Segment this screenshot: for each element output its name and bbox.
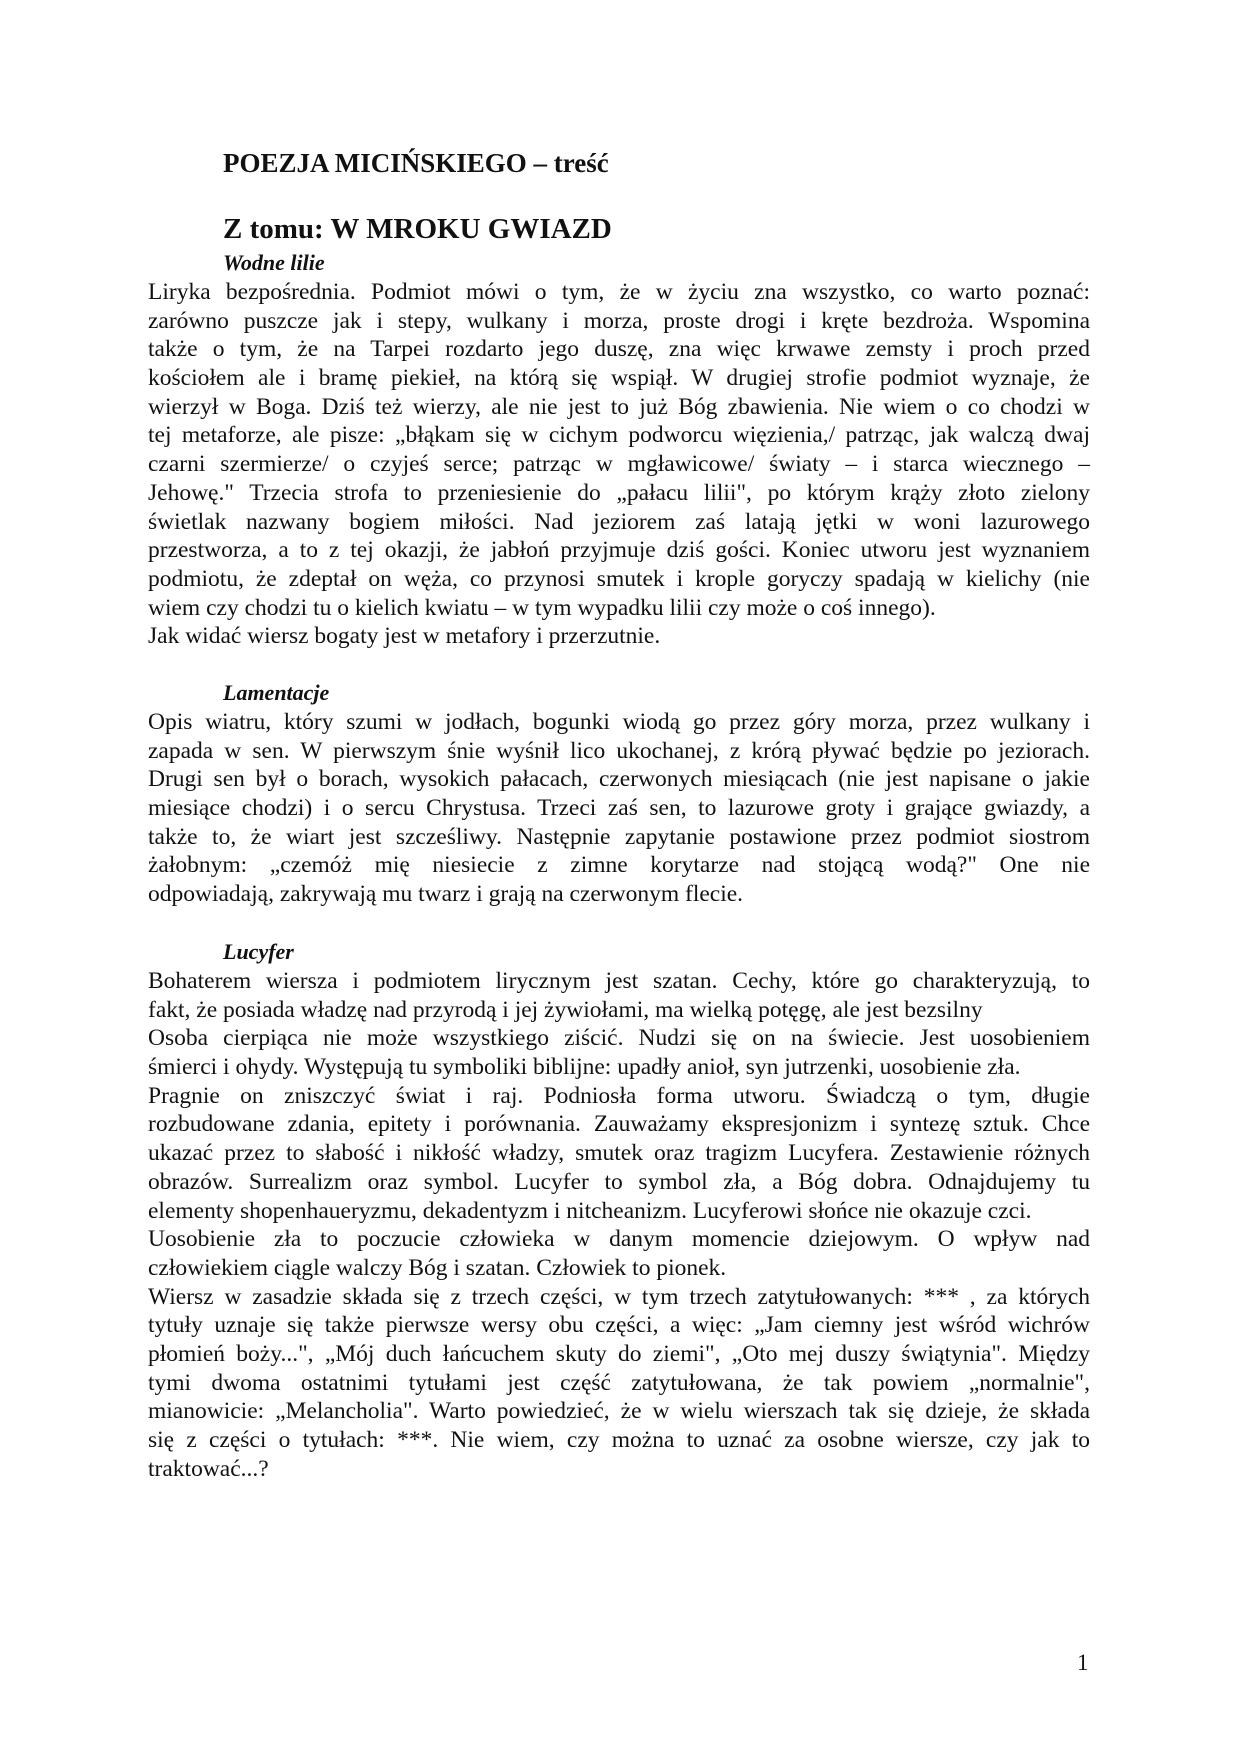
text-line: zarówno puszcze jak i stepy, wulkany i morza, proste drogi i kręte bezdroża. Wspomina <box>148 307 1090 334</box>
text-line: śmierci i ohydy. Występują tu symboliki biblijne: upadły anioł, syn jutrzenki, uosobienie zła. <box>148 1054 1021 1081</box>
text-line: miesiące chodzi) i o sercu Chrystusa. Trzeci zaś sen, to lazurowe groty i grające gwiazdy, a <box>148 795 1090 822</box>
text-line: mianowicie: „Melancholia". Warto powiedzieć, że w wielu wierszach tak się dzieje, że składa <box>148 1398 1090 1425</box>
text-line: rozbudowane zdania, epitety i porównania. Zauważamy ekspresjonizm i syntezę sztuk. Chce <box>148 1111 1090 1138</box>
text-line: tymi dwoma ostatnimi tytułami jest część zatytułowana, że tak powiem „normalnie", <box>148 1369 1090 1396</box>
text-line: obrazów. Surrealizm oraz symbol. Lucyfer to symbol zła, a Bóg dobra. Odnajdujemy tu <box>148 1168 1090 1195</box>
text-line: tej metaforze, ale pisze: „błąkam się w cichym podworcu więzienia,/ patrząc, jak walczą dwaj <box>148 422 1090 449</box>
volume-heading: Z tomu: W MROKU GWIAZD <box>223 213 612 245</box>
section-heading-wodne-lilie: Wodne lilie <box>223 250 325 275</box>
text-line: Wiersz w zasadzie składa się z trzech części, w tym trzech zatytułowanych: *** , za których <box>148 1283 1090 1310</box>
section-heading-lamentacje: Lamentacje <box>223 680 330 705</box>
text-line: wierzył w Boga. Dziś też wierzy, ale nie jest to już Bóg zbawienia. Nie wiem o co chodzi w <box>148 393 1090 420</box>
document-title: POEZJA MICIŃSKIEGO – treść <box>223 148 609 178</box>
text-line: Osoba cierpiąca nie może wszystkiego ziścić. Nudzi się on na świecie. Jest uosobieniem <box>148 1025 1090 1052</box>
text-line: traktować...? <box>148 1455 269 1482</box>
text-line: przestworza, a to z tej okazji, że jabłoń przyjmuje dziś gości. Koniec utworu jest wyznaniem <box>148 537 1090 564</box>
text-line: podmiotu, że zdeptał on węża, co przynosi smutek i krople goryczy spadają w kielichy (nie <box>148 565 1090 592</box>
text-line: żałobnym: „czemóż mię niesiecie z zimne korytarze nad stojącą wodą?" One nie <box>148 852 1090 879</box>
text-line: się z części o tytułach: ***. Nie wiem, czy można to uznać za osobne wiersze, czy jak to <box>148 1427 1090 1453</box>
text-line: tytuły uznaje się także pierwsze wersy obu części, a więc: „Jam ciemny jest wśród wichrów <box>148 1312 1090 1339</box>
section-heading-lucyfer: Lucyfer <box>223 939 294 964</box>
text-line: Pragnie on zniszczyć świat i raj. Podniosła forma utworu. Świadczą o tym, długie <box>148 1082 1090 1109</box>
section-body-lucyfer <box>148 967 1090 1483</box>
text-line: także to, że wiart jest szcześliwy. Następnie zapytanie postawione przez podmiot siostrom <box>148 823 1090 850</box>
text-line: Opis wiatru, który szumi w jodłach, bogunki wiodą go przez góry morza, przez wulkany i <box>148 709 1090 735</box>
text-line: kościołem ale i bramę piekieł, na którą się wspiął. W drugiej strofie podmiot wyznaje, że <box>148 365 1090 392</box>
text-line: czarni szermierze/ o czyjeś serce; patrząc w mgławicowe/ światy – i starca wiecznego – <box>148 451 1090 478</box>
text-line: Drugi sen był o borach, wysokich pałacach, czerwonych miesiącach (nie jest napisane o jakie <box>148 766 1090 793</box>
text-line: wiem czy chodzi tu o kielich kwiatu – w tym wypadku lilii czy może o coś innego). <box>148 594 936 621</box>
page-number: 1 <box>1077 1650 1089 1675</box>
text-line: odpowiadają, zakrywają mu twarz i grają na czerwonym flecie. <box>148 881 744 908</box>
text-line: ukazać przez to słabość i nikłość władzy, smutek oraz tragizm Lucyfera. Zestawienie różnych <box>148 1140 1090 1167</box>
text-line: Liryka bezpośrednia. Podmiot mówi o tym, że w życiu zna wszystko, co warto poznać: <box>148 279 1090 305</box>
text-line: elementy shopenhaueryzmu, dekadentyzm i nitcheanizm. Lucyferowi słońce nie okazuje czci. <box>148 1197 1032 1224</box>
text-line: Bohaterem wiersza i podmiotem lirycznym jest szatan. Cechy, które go charakteryzują, to <box>148 968 1090 994</box>
text-line: świetlak nazwany bogiem miłości. Nad jeziorem zaś latają jętki w woni lazurowego <box>148 508 1090 535</box>
text-line: Uosobienie zła to poczucie człowieka w danym momencie dziejowym. O wpływ nad <box>148 1226 1090 1253</box>
text-line: także o tym, że na Tarpei rozdarto jego duszę, zna więc krwawe zemsty i proch przed <box>148 336 1090 363</box>
text-line: Jak widać wiersz bogaty jest w metafory i przerzutnie. <box>148 623 661 650</box>
text-line: płomień boży...", „Mój duch łańcuchem skuty do ziemi", „Oto mej duszy świątynia". Między <box>148 1340 1090 1367</box>
section-body-wodne-lilie <box>148 278 1090 651</box>
text-line: zapada w sen. W pierwszym śnie wyśnił lico ukochanej, z krórą pływać będzie po jeziorach. <box>148 737 1090 764</box>
section-body-lamentacje <box>148 708 1090 909</box>
text-line: fakt, że posiada władzę nad przyrodą i jej żywiołami, ma wielką potęgę, ale jest bezsilny <box>148 996 983 1023</box>
text-line: człowiekiem ciągle walczy Bóg i szatan. Człowiek to pionek. <box>148 1254 727 1281</box>
text-line: Jehowę." Trzecia strofa to przeniesienie do „pałacu lilii", po którym krąży złoto zielony <box>148 479 1090 506</box>
